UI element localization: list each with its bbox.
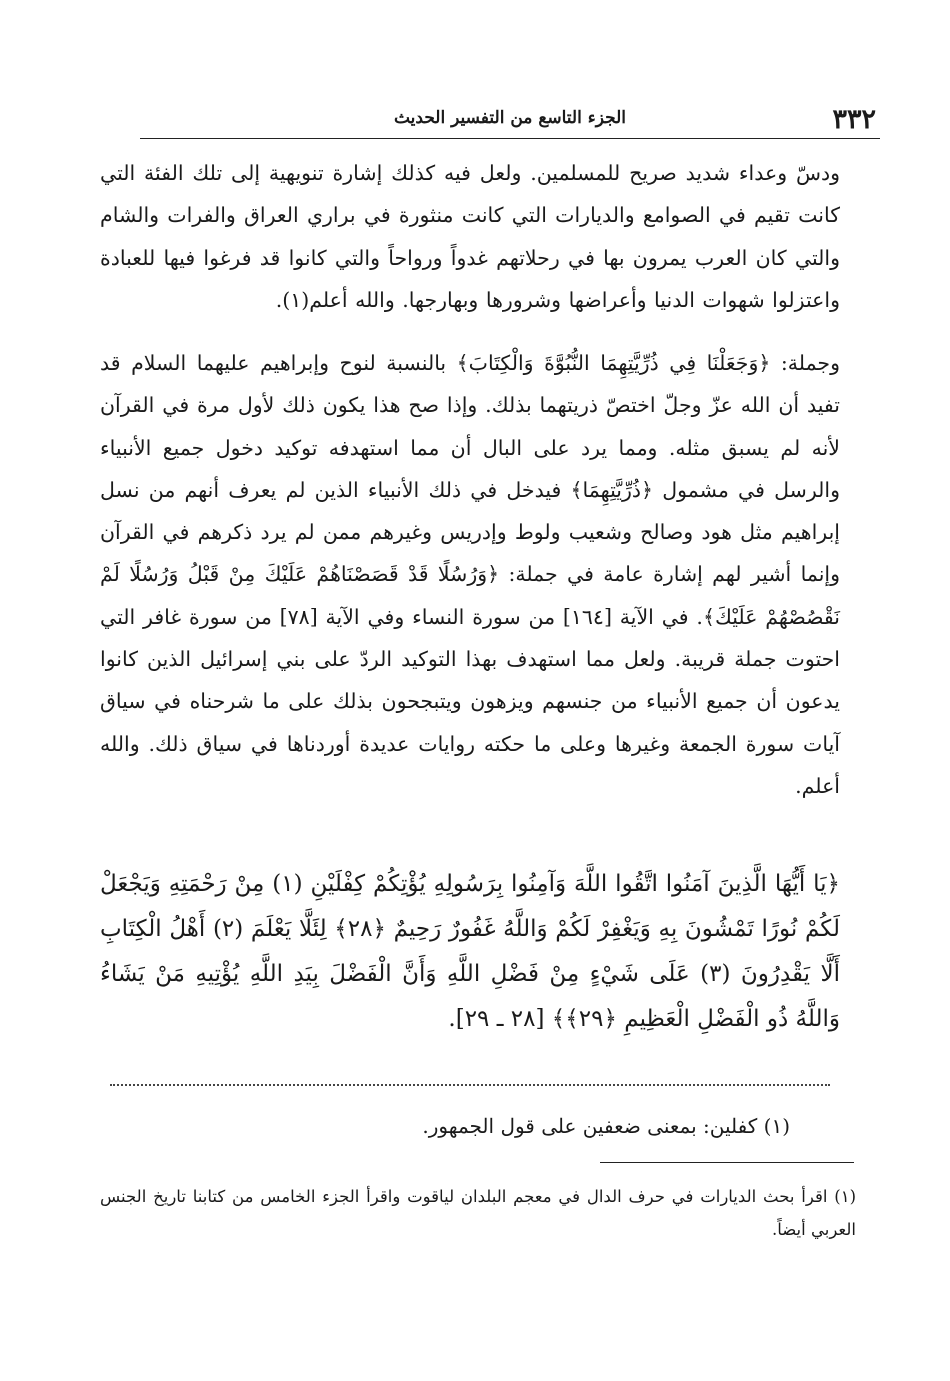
verse-note: (١) كفلين: بمعنى ضعفين على قول الجمهور. [422, 1114, 790, 1138]
commentary-paragraph-1 [100, 152, 840, 321]
paragraph-text: ودسّ وعداء شديد صريح للمسلمين. ولعل فيه كذلك إشارة تنويهية إلى تلك الفئة التي كانت تقيم في الصوامع والديارات التي كانت منثورة في براري العراق والفرات والشام والتي كان العرب يمرون بها في رحلاتهم غدواً ورواحاً والتي كانوا قد فرغوا فيها للعبادة واعتزلوا شهوات الدنيا وأعراضها وشرورها وبهارجها. والله أعلم(١). [100, 161, 840, 312]
footnote: (١) اقرأ بحث الديارات في حرف الدال في معجم البلدان لياقوت واقرأ الجزء الخامس من كتابنا تاريخ الجنس العربي أيضاً. [100, 1187, 856, 1239]
footnote-rule [600, 1162, 854, 1163]
commentary-paragraph-2 [100, 342, 840, 807]
quran-verse-block [100, 862, 840, 1042]
dotted-separator [110, 1084, 830, 1086]
page-header [140, 96, 880, 139]
page-number: ٣٣٢ [832, 104, 876, 135]
paragraph-text: وجملة: ﴿وَجَعَلْنَا فِي ذُرِّيَّتِهِمَا النُّبُوَّةَ وَالْكِتَابَ﴾ بالنسبة لنوح وإبراهيم عليهما السلام قد تفيد أن الله عزّ وجلّ اختصّ ذريتهما بذلك. وإذا صح هذا يكون ذلك لأول مرة في القرآن لأنه لم يسبق مثله. ومما يرد على البال أن مما استهدفه توكيد دخول جميع الأنبياء والرسل في مشمول ﴿ذُرِّيَّتِهِمَا﴾ فيدخل في ذلك الأنبياء الذين لم يعرف أنهم من نسل إبراهيم مثل هود وصالح وشعيب ولوط وإدريس وغيرهم ممن لم يرد ذكرهم في القرآن وإنما أشير لهم إشارة عامة في جملة: ﴿وَرُسُلًا قَدْ قَصَصْنَاهُمْ عَلَيْكَ مِنْ قَبْلُ وَرُسُلًا لَمْ نَقْصُصْهُمْ عَلَيْكَ﴾. في الآية [١٦٤] من سورة النساء وفي الآية [٧٨] من سورة غافر التي احتوت جملة قريبة. ولعل مما استهدف بهذا التوكيد الردّ على بني إسرائيل الذين كانوا يدعون أن جميع الأنبياء من جنسهم ويزهون ويتبجحون بذلك على ما شرحناه في سياق آيات سورة الجمعة وغيرها وعلى ما حكته روايات عديدة أوردناها في سياق ذلك. والله أعلم. [100, 351, 840, 798]
quran-verse-text: ﴿يَا أَيُّهَا الَّذِينَ آمَنُوا اتَّقُوا اللَّهَ وَآمِنُوا بِرَسُولِهِ يُؤْتِكُمْ كِفْلَيْنِ (١) مِنْ رَحْمَتِهِ وَيَجْعَلْ لَكُمْ نُورًا تَمْشُونَ بِهِ وَيَغْفِرْ لَكُمْ وَاللَّهُ غَفُورٌ رَحِيمٌ ﴿٢٨﴾ لِئَلَّا يَعْلَمَ (٢) أَهْلُ الْكِتَابِ أَلَّا يَقْدِرُونَ (٣) عَلَى شَيْءٍ مِنْ فَضْلِ اللَّهِ وَأَنَّ الْفَضْلَ بِيَدِ اللَّهِ يُؤْتِيهِ مَنْ يَشَاءُ وَاللَّهُ ذُو الْفَضْلِ الْعَظِيمِ ﴿٢٩﴾﴾ [٢٨ ـ ٢٩]. [100, 871, 841, 1032]
running-title: الجزء التاسع من التفسير الحديث [393, 108, 626, 128]
